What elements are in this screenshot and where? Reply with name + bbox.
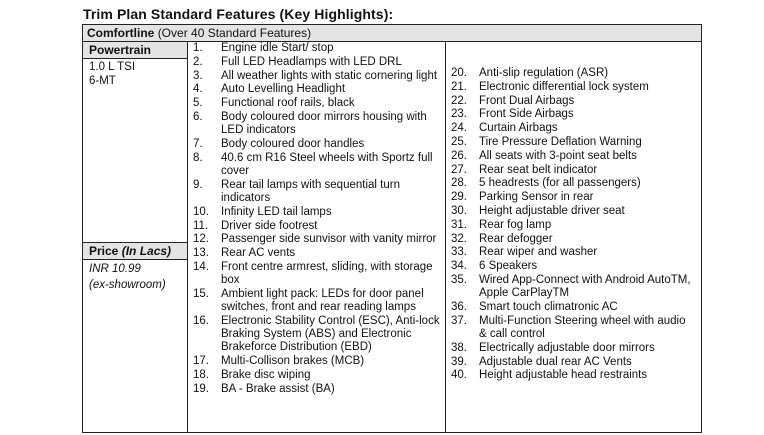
- feature-number: 33.: [451, 246, 467, 259]
- feature-item: [451, 81, 696, 95]
- feature-number: 34.: [451, 260, 467, 273]
- feature-number: 9.: [193, 178, 203, 191]
- page-title: Trim Plan Standard Features (Key Highlights):: [83, 6, 394, 22]
- feature-number: 17.: [193, 355, 209, 368]
- feature-item: [451, 315, 696, 342]
- feature-item: [193, 111, 441, 138]
- divider-middle: [445, 41, 446, 433]
- feature-number: 28.: [451, 177, 467, 190]
- feature-item: [451, 260, 696, 274]
- feature-item: [451, 164, 696, 178]
- feature-list-left: [193, 42, 441, 397]
- feature-item: [451, 67, 696, 81]
- feature-item: [451, 342, 696, 356]
- feature-text: Rear tail lamps with sequential turn indicators: [221, 178, 400, 204]
- feature-item: [451, 274, 696, 301]
- price-value: INR 10.99: [89, 263, 141, 275]
- feature-text: Ambient light pack: LEDs for door panel switches, front and rear reading lamps: [221, 287, 424, 314]
- powertrain-engine: 1.0 L TSI: [89, 61, 136, 73]
- feature-number: 4.: [193, 83, 203, 96]
- feature-number: 14.: [193, 260, 209, 273]
- variant-band: [83, 25, 701, 42]
- feature-number: 38.: [451, 341, 467, 354]
- feature-list-right: [451, 67, 696, 383]
- feature-number: 32.: [451, 232, 467, 245]
- price-label-text: Price: [89, 244, 119, 258]
- feature-item: [451, 136, 696, 150]
- divider-left: [187, 41, 188, 433]
- feature-text: Front Dual Airbags: [479, 94, 575, 107]
- feature-item: [451, 356, 696, 370]
- feature-item: [193, 179, 441, 206]
- feature-item: [451, 177, 696, 191]
- feature-text: All seats with 3-point seat belts: [479, 149, 637, 162]
- feature-number: 25.: [451, 135, 467, 148]
- feature-text: Body coloured door handles: [221, 137, 365, 150]
- feature-item: [193, 233, 441, 247]
- feature-item: [451, 246, 696, 260]
- feature-text: Tire Pressure Deflation Warning: [479, 135, 642, 148]
- feature-item: [451, 108, 696, 122]
- feature-item: [451, 122, 696, 136]
- feature-number: 16.: [193, 314, 209, 327]
- feature-text: Rear wiper and washer: [479, 246, 598, 259]
- feature-text: Height adjustable head restraints: [479, 369, 648, 382]
- feature-text: Height adjustable driver seat: [479, 204, 625, 217]
- feature-number: 2.: [193, 55, 203, 68]
- feature-text: Functional roof rails, black: [221, 97, 355, 110]
- feature-number: 20.: [451, 67, 467, 79]
- feature-text: Rear AC vents: [221, 247, 296, 260]
- feature-item: [451, 219, 696, 233]
- feature-number: 10.: [193, 205, 209, 218]
- feature-text: Infinity LED tail lamps: [221, 205, 332, 218]
- feature-number: 1.: [193, 42, 203, 54]
- feature-text: Front centre armrest, sliding, with storage box: [221, 260, 433, 287]
- feature-number: 21.: [451, 80, 467, 93]
- feature-text: Rear fog lamp: [479, 218, 552, 231]
- price-unit: (In Lacs): [121, 244, 172, 258]
- powertrain-head-rule: [83, 58, 187, 59]
- feature-number: 6.: [193, 110, 203, 123]
- feature-item: [193, 83, 441, 97]
- feature-text: 6 Speakers: [479, 260, 538, 273]
- feature-item: [193, 288, 441, 315]
- feature-text: Electrically adjustable door mirrors: [479, 341, 655, 354]
- feature-item: [193, 70, 441, 84]
- feature-item: [193, 138, 441, 152]
- feature-text: Front Side Airbags: [479, 108, 574, 121]
- feature-number: 24.: [451, 122, 467, 135]
- price-head-rule: [83, 259, 187, 260]
- feature-number: 39.: [451, 355, 467, 368]
- feature-text: Body coloured door mirrors housing with LED indicators: [221, 110, 427, 137]
- feature-item: [193, 247, 441, 261]
- feature-item: [193, 369, 441, 383]
- feature-number: 35.: [451, 273, 467, 286]
- feature-text: All weather lights with static cornering light: [221, 69, 438, 82]
- feature-number: 26.: [451, 149, 467, 162]
- feature-text: Adjustable dual rear AC Vents: [479, 355, 632, 368]
- feature-text: Engine idle Start/ stop: [221, 42, 334, 54]
- feature-number: 3.: [193, 69, 203, 82]
- variant-note: (Over 40 Standard Features): [157, 26, 312, 40]
- feature-number: 13.: [193, 247, 209, 260]
- price-note: (ex-showroom): [89, 279, 166, 291]
- feature-item: [451, 205, 696, 219]
- feature-item: [451, 369, 696, 383]
- feature-number: 19.: [193, 382, 209, 395]
- powertrain-transmission: 6-MT: [89, 75, 116, 87]
- feature-text: Wired App-Connect with Android AutoTM, Apple CarPlayTM: [479, 273, 691, 300]
- feature-item: [451, 301, 696, 315]
- feature-number: 40.: [451, 369, 467, 382]
- feature-text: Electronic differential lock system: [479, 80, 649, 93]
- feature-item: [193, 56, 441, 70]
- feature-text: BA - Brake assist (BA): [221, 382, 335, 395]
- feature-text: Auto Levelling Headlight: [221, 83, 346, 96]
- feature-number: 5.: [193, 97, 203, 110]
- feature-item: [193, 97, 441, 111]
- feature-number: 8.: [193, 151, 203, 164]
- feature-item: [193, 383, 441, 397]
- feature-number: 30.: [451, 204, 467, 217]
- feature-number: 18.: [193, 368, 209, 381]
- feature-text: Rear defogger: [479, 232, 553, 245]
- feature-item: [193, 206, 441, 220]
- feature-text: Smart touch climatronic AC: [479, 300, 618, 313]
- variant-name: Comfortline: [87, 26, 155, 40]
- feature-number: 23.: [451, 108, 467, 121]
- features-table: [82, 24, 702, 433]
- feature-text: Parking Sensor in rear: [479, 191, 594, 204]
- feature-item: [193, 315, 441, 355]
- feature-item: [193, 261, 441, 288]
- feature-number: 12.: [193, 233, 209, 246]
- feature-number: 37.: [451, 314, 467, 327]
- feature-item: [451, 233, 696, 247]
- feature-item: [193, 220, 441, 234]
- feature-text: 5 headrests (for all passengers): [479, 177, 641, 190]
- feature-item: [451, 95, 696, 109]
- feature-text: Multi-Function Steering wheel with audio & call control: [479, 314, 686, 340]
- feature-number: 7.: [193, 137, 203, 150]
- powertrain-label: Powertrain: [83, 42, 187, 58]
- feature-text: Driver side footrest: [221, 219, 318, 232]
- feature-text: Full LED Headlamps with LED DRL: [221, 55, 402, 68]
- feature-number: 29.: [451, 191, 467, 204]
- feature-number: 11.: [193, 219, 209, 232]
- feature-item: [193, 152, 441, 179]
- feature-text: Rear seat belt indicator: [479, 163, 598, 176]
- feature-number: 15.: [193, 287, 209, 300]
- feature-number: 27.: [451, 163, 467, 176]
- feature-text: Curtain Airbags: [479, 122, 558, 135]
- feature-text: Anti-slip regulation (ASR): [479, 67, 609, 79]
- feature-text: Electronic Stability Control (ESC), Anti-lock Braking System (ABS) and Electronic Brakeforce Distribution (EBD): [221, 314, 440, 354]
- feature-text: Brake disc wiping: [221, 368, 311, 381]
- feature-item: [193, 42, 441, 56]
- feature-number: 31.: [451, 218, 467, 231]
- feature-item: [451, 191, 696, 205]
- feature-text: Passenger side sunvisor with vanity mirror: [221, 233, 437, 246]
- price-label: [83, 243, 187, 259]
- feature-number: 36.: [451, 300, 467, 313]
- feature-text: Multi-Collison brakes (MCB): [221, 355, 365, 368]
- feature-number: 22.: [451, 94, 467, 107]
- feature-text: 40.6 cm R16 Steel wheels with Sportz full cover: [221, 151, 433, 177]
- feature-item: [451, 150, 696, 164]
- feature-item: [193, 355, 441, 369]
